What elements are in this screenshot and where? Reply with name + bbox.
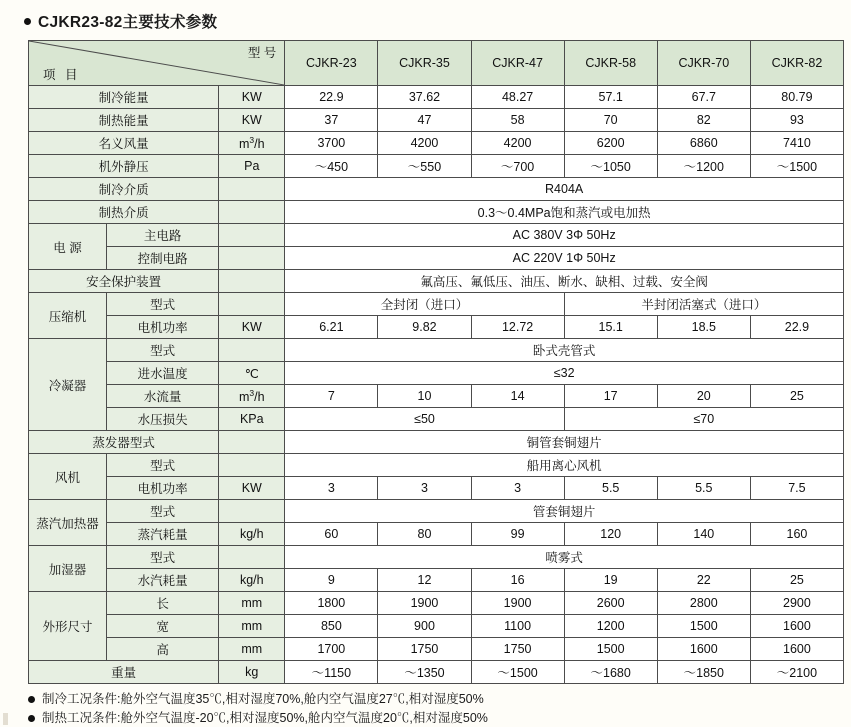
row-name-label: 制冷介质 (29, 178, 219, 201)
row-value-4: 57.1 (564, 86, 657, 109)
row-value-3: 58 (471, 109, 564, 132)
row-value-6: 25 (750, 385, 843, 408)
row-value-2: 10 (378, 385, 471, 408)
row-value-span: 喷雾式 (285, 546, 844, 569)
header-diagonal-cell (29, 41, 285, 86)
row-value-2: 47 (378, 109, 471, 132)
row-value-3: 12.72 (471, 316, 564, 339)
row-value-half-2: 半封闭活塞式（进口） (564, 293, 843, 316)
row-unit-label: Pa (219, 155, 285, 178)
row-value-4: 15.1 (564, 316, 657, 339)
row-value-1: 850 (285, 615, 378, 638)
page-title (24, 10, 841, 32)
row-name-label: 控制电路 (107, 247, 219, 270)
row-value-span: 氟高压、氟低压、油压、断水、缺相、过载、安全阀 (285, 270, 844, 293)
row-group-label: 风机 (29, 454, 107, 500)
row-value-6: 160 (750, 523, 843, 546)
row-value-2: 37.62 (378, 86, 471, 109)
header-model-label: 型 号 (247, 46, 277, 60)
row-value-1: ～450 (285, 155, 378, 178)
row-value-5: 1500 (657, 615, 750, 638)
row-value-span: 卧式壳管式 (285, 339, 844, 362)
row-name-label: 名义风量 (29, 132, 219, 155)
row-value-span: R404A (285, 178, 844, 201)
row-group-label: 电 源 (29, 224, 107, 270)
table-row (29, 178, 844, 201)
bullet-icon (24, 18, 31, 25)
row-unit-label (219, 293, 285, 316)
row-name-label: 水压损失 (107, 408, 219, 431)
row-value-1: 1700 (285, 638, 378, 661)
row-value-3: 1100 (471, 615, 564, 638)
table-row (29, 293, 844, 316)
row-unit-label: ℃ (219, 362, 285, 385)
table-header-row (29, 41, 844, 86)
row-value-2: 12 (378, 569, 471, 592)
row-name-label: 型式 (107, 454, 219, 477)
row-value-6: 7410 (750, 132, 843, 155)
row-value-span: 管套铜翅片 (285, 500, 844, 523)
row-value-2: ～550 (378, 155, 471, 178)
row-name-label: 型式 (107, 500, 219, 523)
table-row (29, 109, 844, 132)
row-value-1: 37 (285, 109, 378, 132)
table-row (29, 661, 844, 684)
row-value-span: ≤32 (285, 362, 844, 385)
row-value-3: ～1500 (471, 661, 564, 684)
row-value-2: 80 (378, 523, 471, 546)
row-value-4: 1500 (564, 638, 657, 661)
row-value-6: 22.9 (750, 316, 843, 339)
row-unit-label (219, 431, 285, 454)
row-name-label: 机外静压 (29, 155, 219, 178)
note-item (28, 710, 841, 727)
row-value-3: 1750 (471, 638, 564, 661)
row-unit-label: kg (219, 661, 285, 684)
row-value-2: 1900 (378, 592, 471, 615)
row-value-3: 4200 (471, 132, 564, 155)
note-text: 制热工况条件:舱外空气温度-20℃,相对湿度50%,舱内空气温度20℃,相对湿度50% (42, 710, 488, 725)
row-value-2: 1750 (378, 638, 471, 661)
table-row (29, 270, 844, 293)
row-value-5: 22 (657, 569, 750, 592)
row-value-1: 7 (285, 385, 378, 408)
row-value-span: 0.3～0.4MPa饱和蒸汽或电加热 (285, 201, 844, 224)
row-value-6: ～2100 (750, 661, 843, 684)
row-name-label: 电机功率 (107, 316, 219, 339)
table-row (29, 500, 844, 523)
row-value-6: 1600 (750, 638, 843, 661)
row-unit-label: mm (219, 615, 285, 638)
row-value-5: 18.5 (657, 316, 750, 339)
row-unit-label (219, 224, 285, 247)
row-value-4: 19 (564, 569, 657, 592)
row-value-4: ～1680 (564, 661, 657, 684)
row-unit-label: KPa (219, 408, 285, 431)
row-name-label: 进水温度 (107, 362, 219, 385)
row-value-4: 17 (564, 385, 657, 408)
table-row (29, 201, 844, 224)
table-row (29, 592, 844, 615)
row-value-3: 14 (471, 385, 564, 408)
row-value-1: 6.21 (285, 316, 378, 339)
row-value-1: 3 (285, 477, 378, 500)
model-header-5: CJKR-70 (657, 41, 750, 86)
row-value-2: 900 (378, 615, 471, 638)
row-value-4: ～1050 (564, 155, 657, 178)
table-row (29, 454, 844, 477)
row-value-3: 48.27 (471, 86, 564, 109)
row-unit-label (219, 546, 285, 569)
row-name-label: 型式 (107, 546, 219, 569)
row-name-label: 电机功率 (107, 477, 219, 500)
row-name-label: 制热介质 (29, 201, 219, 224)
row-value-5: 1600 (657, 638, 750, 661)
table-row (29, 132, 844, 155)
table-row (29, 431, 844, 454)
row-value-1: 1800 (285, 592, 378, 615)
edge-mark (3, 713, 8, 725)
row-value-3: 1900 (471, 592, 564, 615)
spec-table-body (29, 41, 844, 684)
row-unit-label: KW (219, 316, 285, 339)
table-row (29, 385, 844, 408)
row-unit-label: KW (219, 477, 285, 500)
table-row (29, 155, 844, 178)
row-unit-label (219, 454, 285, 477)
table-row (29, 316, 844, 339)
row-name-label: 制热能量 (29, 109, 219, 132)
model-header-2: CJKR-35 (378, 41, 471, 86)
row-value-half-1: 全封闭（进口） (285, 293, 564, 316)
row-value-5: 2800 (657, 592, 750, 615)
table-row (29, 362, 844, 385)
row-value-half-1: ≤50 (285, 408, 564, 431)
row-value-5: 5.5 (657, 477, 750, 500)
row-name-label: 制冷能量 (29, 86, 219, 109)
model-header-6: CJKR-82 (750, 41, 843, 86)
page-title-text: CJKR23-82主要技术参数 (38, 14, 218, 31)
table-row (29, 86, 844, 109)
notes-list (28, 691, 841, 727)
row-unit-label: KW (219, 86, 285, 109)
model-header-1: CJKR-23 (285, 41, 378, 86)
row-name-label: 安全保护装置 (29, 270, 219, 293)
row-value-5: 6860 (657, 132, 750, 155)
row-name-label: 宽 (107, 615, 219, 638)
row-value-span: 铜管套铜翅片 (285, 431, 844, 454)
row-value-5: ～1200 (657, 155, 750, 178)
row-name-label: 主电路 (107, 224, 219, 247)
row-name-label: 水汽耗量 (107, 569, 219, 592)
row-name-label: 长 (107, 592, 219, 615)
row-value-3: ～700 (471, 155, 564, 178)
row-value-6: ～1500 (750, 155, 843, 178)
row-value-4: 2600 (564, 592, 657, 615)
row-name-label: 型式 (107, 293, 219, 316)
row-unit-label: KW (219, 109, 285, 132)
row-value-1: 22.9 (285, 86, 378, 109)
row-group-label: 外形尺寸 (29, 592, 107, 661)
header-item-label: 项 目 (43, 68, 81, 82)
row-value-4: 5.5 (564, 477, 657, 500)
row-value-6: 25 (750, 569, 843, 592)
table-row (29, 477, 844, 500)
row-name-label: 高 (107, 638, 219, 661)
row-value-6: 93 (750, 109, 843, 132)
row-unit-label: kg/h (219, 523, 285, 546)
table-row (29, 224, 844, 247)
bullet-icon (28, 715, 35, 722)
note-item (28, 691, 841, 708)
row-value-5: 67.7 (657, 86, 750, 109)
row-group-label: 压缩机 (29, 293, 107, 339)
row-name-label: 重量 (29, 661, 219, 684)
row-group-label: 冷凝器 (29, 339, 107, 431)
row-value-4: 70 (564, 109, 657, 132)
row-value-4: 6200 (564, 132, 657, 155)
row-unit-label (219, 270, 285, 293)
row-value-span: AC 220V 1Φ 50Hz (285, 247, 844, 270)
row-name-label: 型式 (107, 339, 219, 362)
row-group-label: 蒸汽加热器 (29, 500, 107, 546)
row-value-4: 120 (564, 523, 657, 546)
row-name-label: 蒸发器型式 (29, 431, 219, 454)
row-value-6: 1600 (750, 615, 843, 638)
model-header-3: CJKR-47 (471, 41, 564, 86)
row-value-1: 3700 (285, 132, 378, 155)
row-value-6: 80.79 (750, 86, 843, 109)
row-unit-label (219, 339, 285, 362)
row-value-5: 82 (657, 109, 750, 132)
row-value-3: 16 (471, 569, 564, 592)
table-row (29, 569, 844, 592)
table-row (29, 638, 844, 661)
row-unit-label: mm (219, 592, 285, 615)
row-name-label: 蒸汽耗量 (107, 523, 219, 546)
bullet-icon (28, 696, 35, 703)
row-value-5: 20 (657, 385, 750, 408)
row-unit-label: $m^3/h$ (219, 385, 285, 408)
note-text: 制冷工况条件:舱外空气温度35℃,相对湿度70%,舱内空气温度27℃,相对湿度50% (42, 692, 484, 706)
row-value-2: 9.82 (378, 316, 471, 339)
row-value-4: 1200 (564, 615, 657, 638)
row-value-1: 60 (285, 523, 378, 546)
row-value-2: 4200 (378, 132, 471, 155)
row-value-3: 3 (471, 477, 564, 500)
model-header-4: CJKR-58 (564, 41, 657, 86)
row-value-6: 2900 (750, 592, 843, 615)
row-value-1: 9 (285, 569, 378, 592)
row-value-3: 99 (471, 523, 564, 546)
table-row (29, 546, 844, 569)
row-value-2: ～1350 (378, 661, 471, 684)
table-row (29, 523, 844, 546)
row-value-5: ～1850 (657, 661, 750, 684)
row-unit-label (219, 247, 285, 270)
row-unit-label: $m^3/h$ (219, 132, 285, 155)
row-name-label: 水流量 (107, 385, 219, 408)
row-unit-label (219, 201, 285, 224)
table-row (29, 247, 844, 270)
row-unit-label (219, 500, 285, 523)
row-value-span: 船用离心风机 (285, 454, 844, 477)
table-row (29, 615, 844, 638)
table-row (29, 339, 844, 362)
row-unit-label: kg/h (219, 569, 285, 592)
row-value-6: 7.5 (750, 477, 843, 500)
row-value-span: AC 380V 3Φ 50Hz (285, 224, 844, 247)
row-value-half-2: ≤70 (564, 408, 843, 431)
row-group-label: 加湿器 (29, 546, 107, 592)
row-value-1: ～1150 (285, 661, 378, 684)
table-row (29, 408, 844, 431)
row-unit-label (219, 178, 285, 201)
row-unit-label: mm (219, 638, 285, 661)
row-value-5: 140 (657, 523, 750, 546)
spec-table (28, 40, 844, 684)
row-value-2: 3 (378, 477, 471, 500)
